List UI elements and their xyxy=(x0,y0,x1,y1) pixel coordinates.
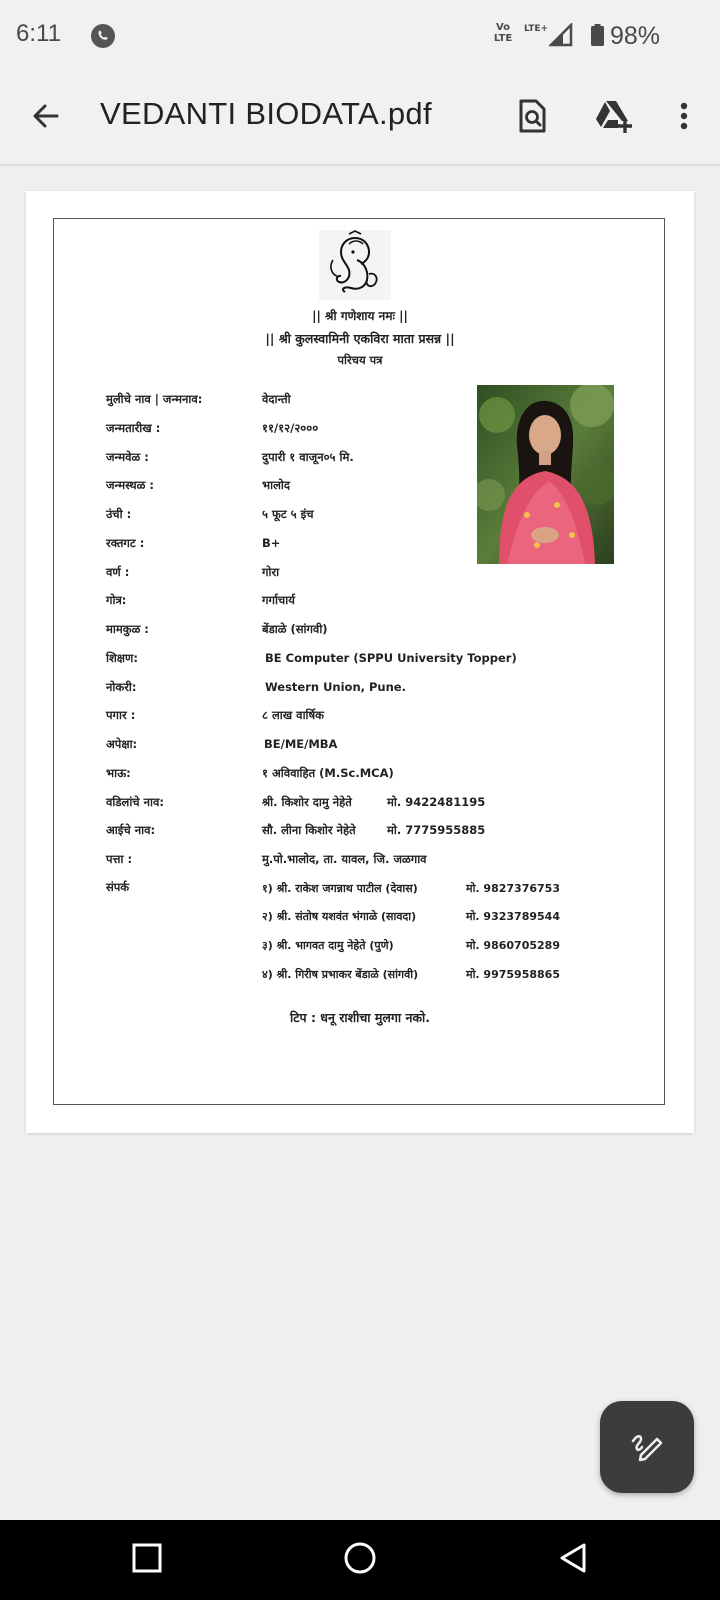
profile-photo xyxy=(477,385,614,564)
detail-value: गोरा xyxy=(262,565,280,579)
detail-label: जन्मतारीख : xyxy=(106,421,161,435)
detail-phone: मो. 9422481195 xyxy=(387,795,486,809)
battery-icon xyxy=(591,24,604,50)
detail-label: जन्मस्थळ : xyxy=(106,478,155,492)
detail-label: वर्ण : xyxy=(106,565,130,579)
detail-value: Western Union, Pune. xyxy=(265,680,406,694)
edit-pen-icon xyxy=(629,1427,665,1467)
detail-label: गोत्र: xyxy=(106,593,127,607)
detail-label: उंची : xyxy=(106,507,132,521)
add-to-drive-button[interactable] xyxy=(588,94,640,142)
find-in-page-icon xyxy=(517,99,547,137)
detail-label: पत्ता : xyxy=(106,852,133,866)
detail-label: वडिलांचे नाव: xyxy=(106,795,164,809)
recents-button[interactable] xyxy=(122,1540,172,1580)
volte-indicator: Vo LTE xyxy=(493,22,513,44)
whatsapp-call-icon xyxy=(90,23,116,53)
header-parichay-patra: परिचय पत्र xyxy=(337,353,383,367)
detail-value: ११/१२/२००० xyxy=(262,421,319,435)
detail-value: दुपारी १ वाजून०५ मि. xyxy=(262,450,354,464)
detail-label: मामकुळ : xyxy=(106,622,149,636)
detail-label: जन्मवेळ : xyxy=(106,450,149,464)
ganesha-logo xyxy=(319,230,391,300)
status-time: 6:11 xyxy=(16,20,61,47)
detail-value: भालोद xyxy=(262,478,290,492)
contact-phone: मो. 9975958865 xyxy=(466,968,560,981)
add-to-drive-icon xyxy=(594,99,634,137)
detail-label: पगार : xyxy=(106,708,136,722)
detail-value: गर्गाचार्य xyxy=(262,593,295,607)
biodata-border xyxy=(53,218,665,1105)
more-vert-icon xyxy=(680,102,688,134)
detail-value: श्री. किशोर दामु नेहेते xyxy=(262,795,352,809)
back-button[interactable] xyxy=(22,94,70,142)
recents-square-icon xyxy=(132,1543,162,1577)
contact-phone: मो. 9827376753 xyxy=(466,882,560,895)
detail-phone: मो. 7775955885 xyxy=(387,823,486,837)
contact-phone: मो. 9323789544 xyxy=(466,910,560,923)
detail-value: BE Computer (SPPU University Topper) xyxy=(265,651,517,665)
detail-value: ५ फूट ५ इंच xyxy=(262,507,314,521)
contact-label: संपर्क xyxy=(106,880,130,894)
detail-label: आईचे नाव: xyxy=(106,823,156,837)
contact-name: १) श्री. राकेश जगन्नाथ पाटील (देवास) xyxy=(262,882,418,895)
edit-fab-button[interactable] xyxy=(600,1401,694,1493)
back-triangle-icon xyxy=(558,1542,588,1578)
find-in-page-button[interactable] xyxy=(508,94,556,142)
pdf-page[interactable] xyxy=(26,191,694,1133)
back-arrow-icon xyxy=(31,101,61,135)
detail-label: नोकरी: xyxy=(106,680,137,694)
detail-value: सौ. लीना किशोर नेहेते xyxy=(262,823,356,837)
lte-indicator: LTE+ xyxy=(524,24,549,34)
system-nav-bar xyxy=(0,1520,720,1600)
detail-value: B+ xyxy=(262,536,281,550)
header-shlok-2: || श्री कुलस्वामिनी एकविरा माता प्रसन्न || xyxy=(265,331,455,346)
status-bar xyxy=(0,0,720,72)
detail-label: भाऊ: xyxy=(106,766,131,780)
signal-icon xyxy=(549,23,573,51)
document-title: VEDANTI BIODATA.pdf xyxy=(100,96,432,131)
detail-value: ८ लाख वार्षिक xyxy=(262,708,324,722)
detail-label: रक्तगट : xyxy=(106,536,145,550)
contact-name: २) श्री. संतोष यशवंत भंगाळे (सावदा) xyxy=(262,910,417,923)
contact-name: ३) श्री. भागवत दामु नेहेते (पुणे) xyxy=(262,939,394,952)
app-bar xyxy=(0,72,720,165)
detail-label: मुलीचे नाव | जन्मनाव: xyxy=(106,392,203,406)
battery-percent: 98% xyxy=(610,22,661,50)
detail-label: शिक्षण: xyxy=(106,651,138,665)
system-back-button[interactable] xyxy=(548,1540,598,1580)
home-circle-icon xyxy=(343,1541,377,1579)
detail-value: वेदान्ती xyxy=(262,392,291,406)
detail-value: १ अविवाहित (M.Sc.MCA) xyxy=(262,766,394,780)
detail-value: मु.पो.भालोद, ता. यावल, जि. जळगाव xyxy=(262,852,427,866)
contact-phone: मो. 9860705289 xyxy=(466,939,560,952)
detail-value: बेंडाळे (सांगवी) xyxy=(262,622,328,636)
detail-value: BE/ME/MBA xyxy=(264,737,338,751)
header-shlok-1: || श्री गणेशाय नमः || xyxy=(312,309,408,323)
more-options-button[interactable] xyxy=(664,94,704,142)
tip-note: टिप : धनू राशीचा मुलगा नको. xyxy=(289,1010,431,1025)
home-button[interactable] xyxy=(335,1538,385,1582)
detail-label: अपेक्षा: xyxy=(106,737,138,751)
contact-name: ४) श्री. गिरीष प्रभाकर बेंडाळे (सांगवी) xyxy=(262,968,419,981)
